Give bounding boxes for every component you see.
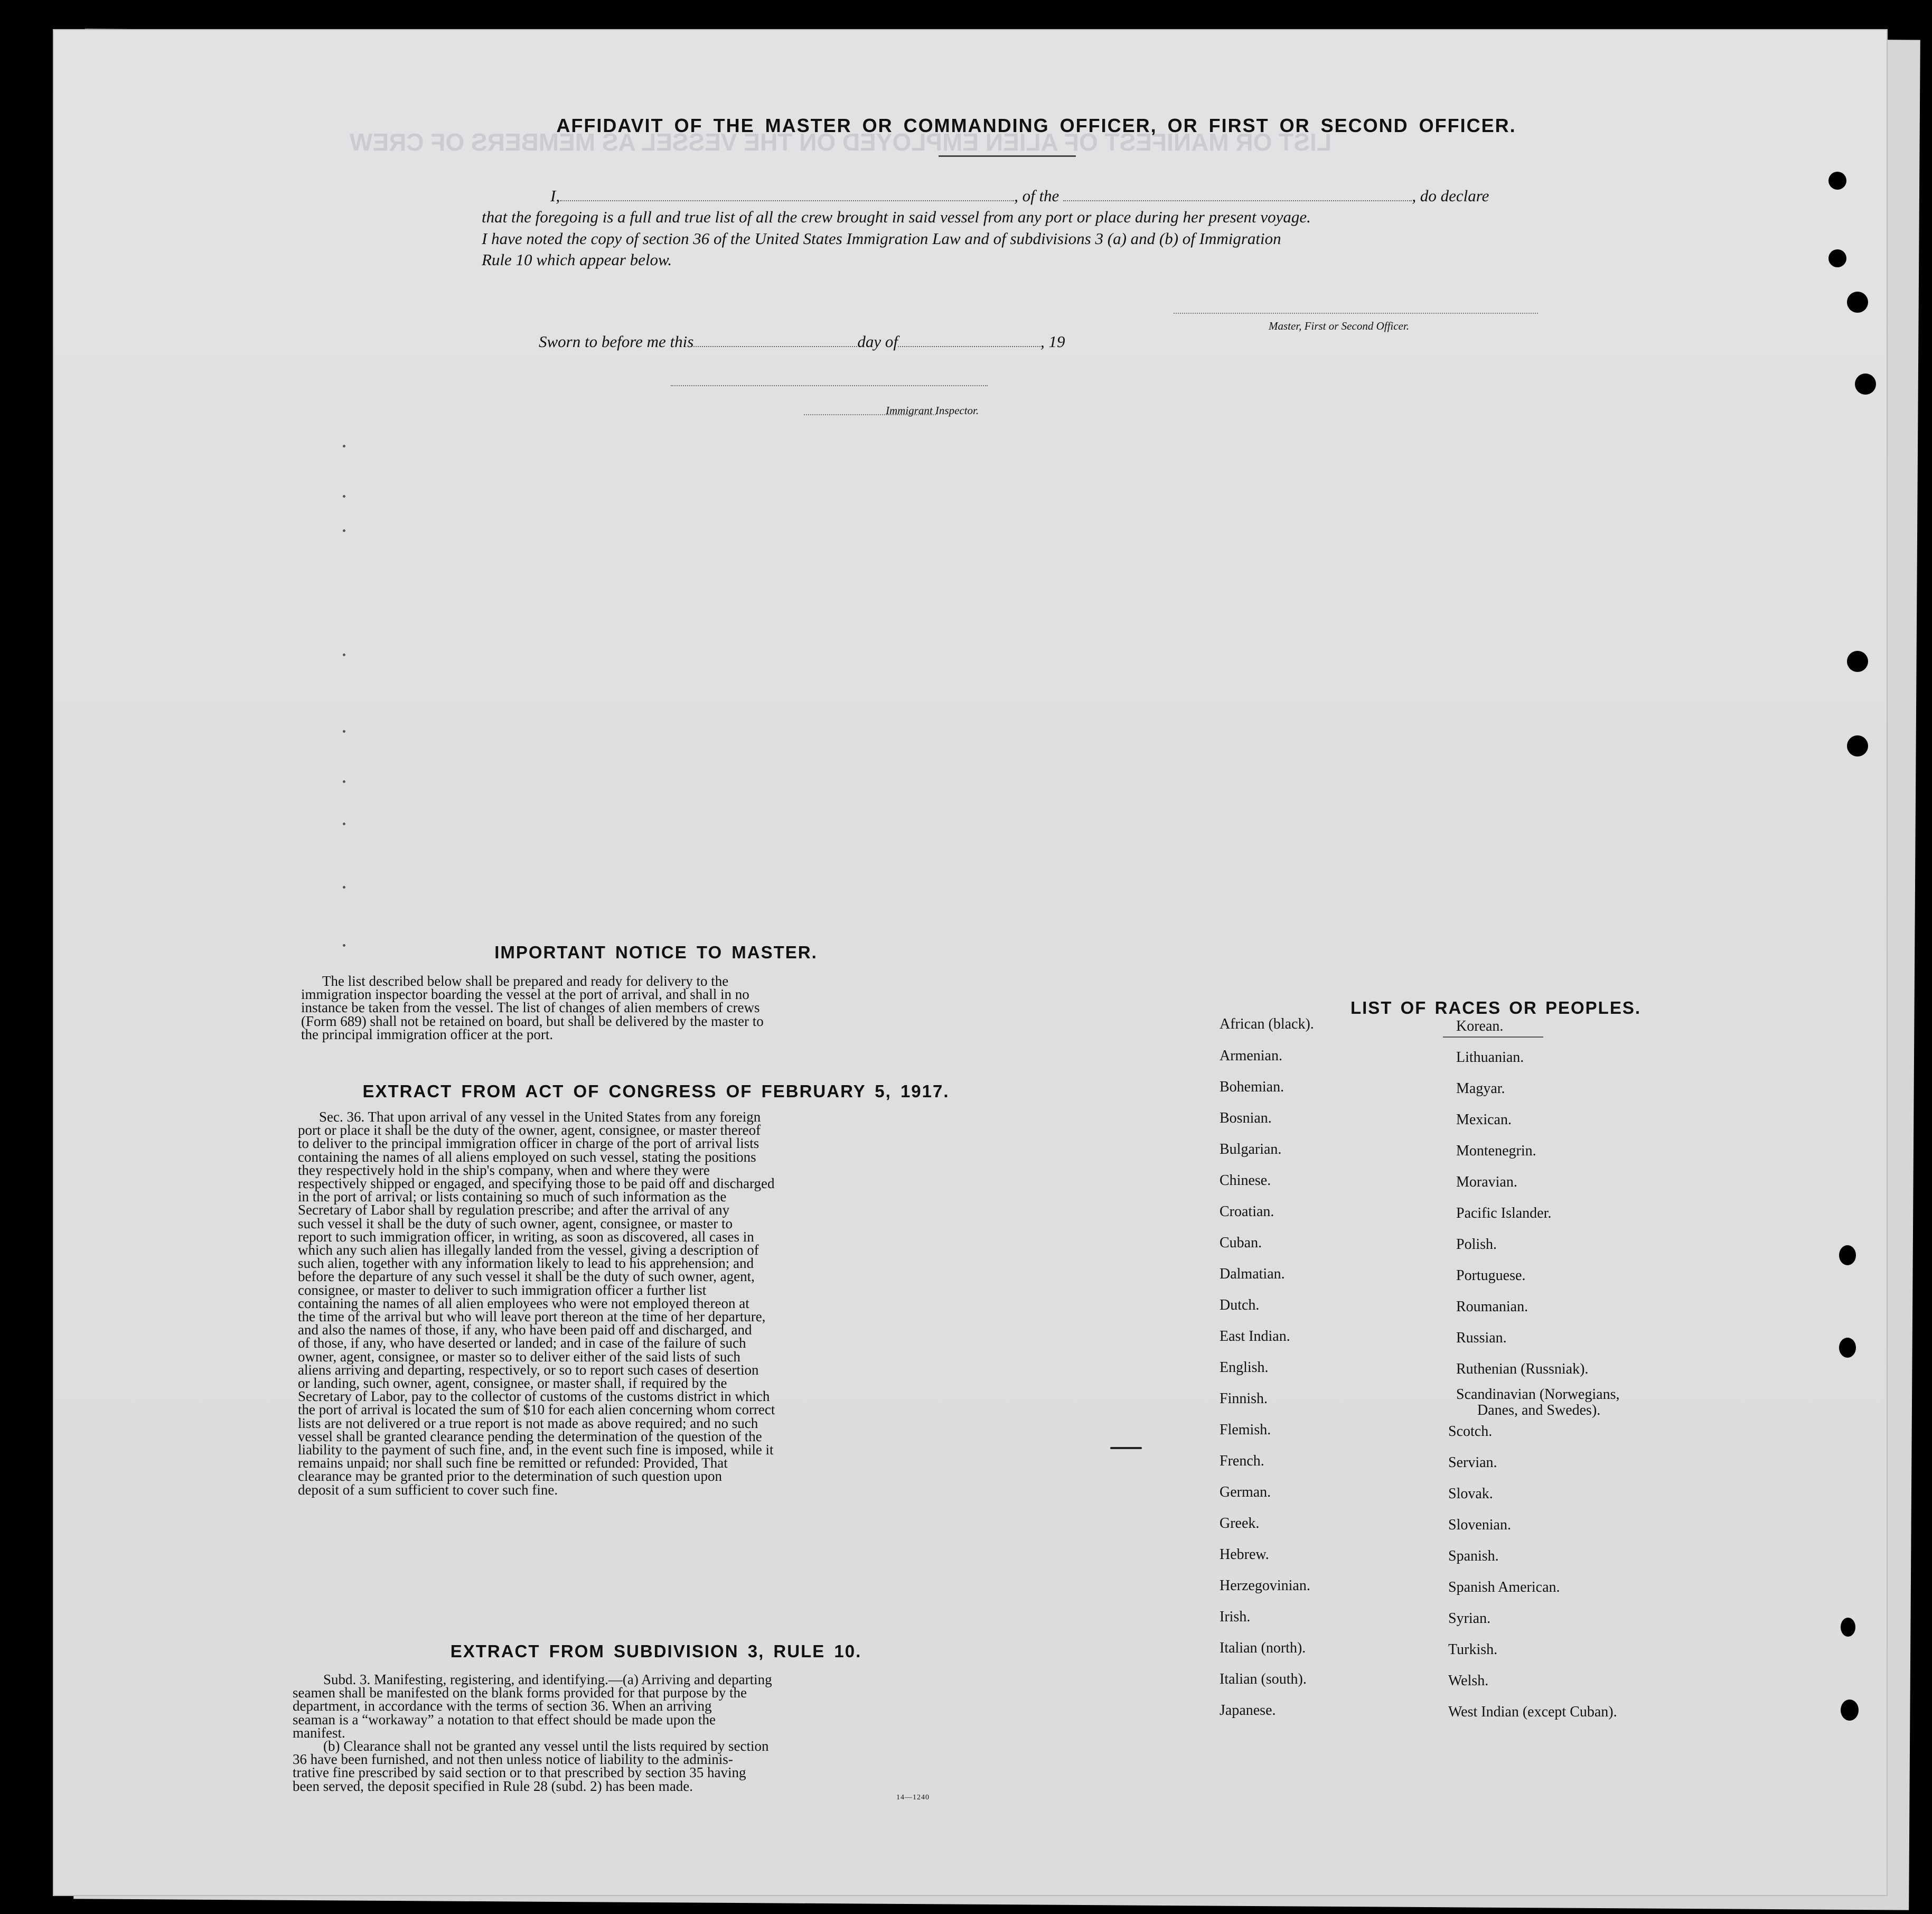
race-left-item: Italian (south). bbox=[1220, 1671, 1307, 1687]
act-line: the time of the arrival but who will leave port thereon at the time of her departure, bbox=[298, 1309, 766, 1325]
race-right-item: Spanish American. bbox=[1448, 1579, 1560, 1595]
race-left-item: Bohemian. bbox=[1220, 1079, 1284, 1095]
binder-hole bbox=[1828, 249, 1846, 267]
race-right-item: Spanish. bbox=[1448, 1548, 1499, 1564]
notice-line: instance be taken from the vessel. The list of changes of alien members of crews bbox=[301, 1000, 760, 1016]
binder-hole bbox=[1855, 374, 1876, 395]
race-left-item: Irish. bbox=[1220, 1609, 1251, 1625]
act-line: before the departure of any such vessel it shall be the duty of such owner, agent, bbox=[298, 1268, 755, 1285]
binder-hole bbox=[1847, 735, 1868, 757]
document-page bbox=[53, 29, 1888, 1896]
day-of-label: day of bbox=[857, 332, 898, 351]
race-right-item: Scotch. bbox=[1448, 1423, 1493, 1440]
name-blank bbox=[560, 200, 1014, 201]
race-left-item: Finnish. bbox=[1220, 1390, 1268, 1407]
bleed-through-header: LIST OR MANIFEST OF ALIEN EMPLOYED ON THE VESSEL AS MEMBERS OF CREW bbox=[350, 128, 1331, 156]
races-title: LIST OF RACES OR PEOPLES. bbox=[1350, 998, 1642, 1017]
affidavit-line-1 bbox=[550, 186, 1489, 206]
race-right-item: Pacific Islander. bbox=[1456, 1205, 1552, 1221]
rule-line: department, in accordance with the terms of section 36. When an arriving bbox=[293, 1698, 712, 1714]
master-signature-line bbox=[1174, 313, 1538, 314]
race-right-item: Slovenian. bbox=[1448, 1517, 1511, 1533]
race-right-item: Scandinavian (Norwegians, bbox=[1456, 1386, 1620, 1403]
act-line: in the port of arrival; or lists containing so much of such information as the bbox=[298, 1189, 727, 1205]
act-line: to deliver to the principal immigration officer in charge of the port of arrival lists bbox=[298, 1135, 759, 1152]
act-line: report to such immigration officer, in writing, as soon as discovered, all cases in bbox=[298, 1228, 754, 1245]
race-right-item: Mexican. bbox=[1456, 1112, 1512, 1128]
sworn-day-blank bbox=[693, 346, 857, 347]
act-line: vessel shall be granted clearance pending the determination of the question of the bbox=[298, 1428, 762, 1444]
affidavit-of-the-label: , of the bbox=[1014, 186, 1059, 205]
binder-hole bbox=[1839, 1338, 1856, 1358]
rule-line: (b) Clearance shall not be granted any vessel until the lists required by section bbox=[323, 1738, 769, 1754]
act-line: which any such alien has illegally landed from the vessel, giving a description of bbox=[298, 1242, 759, 1258]
act-line: they respectively hold in the ship's company, when and where they were bbox=[298, 1162, 710, 1178]
races-title-rule bbox=[1443, 1037, 1543, 1038]
affidavit-line-4: Rule 10 which appear below. bbox=[482, 250, 672, 269]
act-line: deposit of a sum sufficient to cover such fine. bbox=[298, 1481, 558, 1498]
race-right-item: Magyar. bbox=[1456, 1080, 1505, 1097]
act-line: respectively shipped or engaged, and specifying those to be paid off and discharged bbox=[298, 1175, 775, 1192]
ink-mark bbox=[1110, 1447, 1142, 1449]
race-right-item: Korean. bbox=[1456, 1018, 1504, 1034]
race-right-item: Portuguese. bbox=[1456, 1267, 1526, 1284]
act-line: or landing, such owner, agent, consignee, or master shall, if required by the bbox=[298, 1375, 727, 1392]
affidavit-i-label: I, bbox=[550, 186, 560, 205]
act-extract-paragraph bbox=[298, 1110, 975, 1497]
vessel-blank bbox=[1063, 200, 1412, 201]
race-left-item: Dutch. bbox=[1220, 1297, 1260, 1313]
notice-line: the principal immigration officer at the port. bbox=[301, 1026, 554, 1042]
race-left-item: Armenian. bbox=[1220, 1048, 1282, 1064]
inspector-label: Immigrant Inspector. bbox=[886, 404, 979, 417]
race-right-item: Slovak. bbox=[1448, 1486, 1493, 1502]
sworn-month-blank bbox=[898, 346, 1040, 347]
race-left-item: African (black). bbox=[1220, 1016, 1314, 1032]
rule-line: seamen shall be manifested on the blank forms provided for that purpose by the bbox=[293, 1685, 747, 1701]
act-line: Secretary of Labor shall by regulation prescribe; and after the arrival of any bbox=[298, 1202, 730, 1218]
column-marker bbox=[343, 653, 345, 656]
race-right-item: Russian. bbox=[1456, 1330, 1507, 1346]
column-marker bbox=[343, 886, 345, 889]
act-line: containing the names of all aliens employed on such vessel, stating the positions bbox=[298, 1149, 756, 1165]
race-left-item: Flemish. bbox=[1220, 1422, 1271, 1438]
act-line: liability to the payment of such fine, and, in the event such fine is imposed, while it bbox=[298, 1442, 774, 1458]
race-right-item: Montenegrin. bbox=[1456, 1143, 1536, 1159]
act-line: owner, agent, consignee, or master so to deliver either of the said lists of such bbox=[298, 1348, 740, 1365]
act-line: remains unpaid; nor shall such fine be remitted or refunded: Provided, That bbox=[298, 1455, 728, 1471]
inspector-signature-line bbox=[671, 385, 988, 386]
act-line: aliens arriving and departing, respectively, or so to report such cases of desertion bbox=[298, 1361, 759, 1378]
race-left-item: Japanese. bbox=[1220, 1702, 1276, 1719]
race-left-item: Bosnian. bbox=[1220, 1110, 1272, 1126]
affidavit-line-2: that the foregoing is a full and true list of all the crew brought in said vessel from any port or place during her present voyage. bbox=[482, 208, 1311, 226]
binder-hole bbox=[1847, 292, 1868, 313]
notice-title: IMPORTANT NOTICE TO MASTER. bbox=[494, 942, 818, 962]
race-right-item: Lithuanian. bbox=[1456, 1049, 1524, 1066]
column-marker bbox=[343, 529, 345, 532]
race-right-item: Welsh. bbox=[1448, 1673, 1489, 1689]
affidavit-line-3: I have noted the copy of section 36 of the United States Immigration Law and of subdivisions 3 (a) and (b) of Immigration bbox=[482, 229, 1281, 248]
race-left-item: Herzegovinian. bbox=[1220, 1577, 1310, 1594]
act-line: containing the names of all alien employees who were not employed thereon at bbox=[298, 1295, 749, 1311]
rule-line: trative fine prescribed by said section or to that prescribed by section 35 having bbox=[293, 1764, 746, 1781]
notice-line: (Form 689) shall not be retained on board, but shall be delivered by the master to bbox=[301, 1013, 764, 1029]
race-left-item: German. bbox=[1220, 1484, 1271, 1500]
act-line: such alien, together with any information likely to lead to his apprehension; and bbox=[298, 1255, 754, 1272]
race-left-item: Greek. bbox=[1220, 1515, 1260, 1532]
race-left-item: Dalmatian. bbox=[1220, 1266, 1285, 1282]
rule-extract-paragraph bbox=[293, 1673, 970, 1793]
master-signature-label: Master, First or Second Officer. bbox=[1269, 320, 1409, 332]
binder-hole bbox=[1828, 172, 1846, 190]
act-line: port or place it shall be the duty of the owner, agent, consignee, or master thereof bbox=[298, 1122, 761, 1138]
column-marker bbox=[343, 730, 345, 733]
race-left-item: English. bbox=[1220, 1359, 1269, 1376]
act-line: the port of arrival is located the sum of $10 for each alien concerning whom correct bbox=[298, 1402, 775, 1418]
column-marker bbox=[343, 780, 345, 783]
rule-line: manifest. bbox=[293, 1724, 345, 1741]
act-line: such vessel it shall be the duty of such owner, agent, consignee, or master to bbox=[298, 1215, 733, 1231]
race-right-item: Servian. bbox=[1448, 1454, 1497, 1471]
act-line: Sec. 36. That upon arrival of any vessel in the United States from any foreign bbox=[319, 1109, 761, 1125]
affidavit-title-rule bbox=[939, 155, 1076, 157]
year-label: , 19 bbox=[1040, 332, 1065, 351]
rule-line: Subd. 3. Manifesting, registering, and identifying.—(a) Arriving and departing bbox=[323, 1672, 772, 1687]
race-right-item: Syrian. bbox=[1448, 1610, 1491, 1627]
rule-extract-title: EXTRACT FROM SUBDIVISION 3, RULE 10. bbox=[450, 1641, 862, 1661]
act-line: and also the names of those, if any, who have been paid off and discharged, and bbox=[298, 1322, 752, 1338]
race-right-item: Turkish. bbox=[1448, 1641, 1498, 1658]
race-left-item: French. bbox=[1220, 1453, 1264, 1469]
race-right-item: Roumanian. bbox=[1456, 1299, 1528, 1315]
binder-hole bbox=[1841, 1700, 1859, 1721]
rule-line: seaman is a “workaway” a notation to that effect should be made upon the bbox=[293, 1711, 716, 1728]
binder-hole bbox=[1841, 1618, 1855, 1637]
race-right-item: Danes, and Swedes). bbox=[1477, 1402, 1601, 1418]
column-marker bbox=[343, 495, 345, 498]
affidavit-do-declare-label: , do declare bbox=[1412, 186, 1489, 205]
race-left-item: Hebrew. bbox=[1220, 1546, 1269, 1563]
race-right-item: West Indian (except Cuban). bbox=[1448, 1704, 1617, 1720]
race-left-item: Italian (north). bbox=[1220, 1640, 1306, 1656]
race-left-item: Chinese. bbox=[1220, 1172, 1271, 1189]
sworn-line bbox=[539, 332, 1065, 351]
race-right-item: Polish. bbox=[1456, 1236, 1497, 1253]
act-line: Secretary of Labor, pay to the collector of customs of the customs district in which bbox=[298, 1388, 770, 1405]
race-right-item: Moravian. bbox=[1456, 1174, 1517, 1190]
act-extract-title: EXTRACT FROM ACT OF CONGRESS OF FEBRUARY 5, 1917. bbox=[362, 1081, 950, 1101]
race-left-item: Croatian. bbox=[1220, 1203, 1274, 1220]
race-left-item: Bulgarian. bbox=[1220, 1141, 1282, 1157]
notice-line: immigration inspector boarding the vessel at the port of arrival, and shall in no bbox=[301, 986, 749, 1003]
binder-hole bbox=[1847, 651, 1868, 672]
column-marker bbox=[343, 944, 345, 947]
binder-hole bbox=[1839, 1245, 1856, 1265]
notice-line: The list described below shall be prepared and ready for delivery to the bbox=[322, 973, 729, 989]
column-marker bbox=[343, 823, 345, 825]
race-right-item: Ruthenian (Russniak). bbox=[1456, 1361, 1589, 1377]
notice-paragraph bbox=[301, 975, 977, 1041]
column-marker bbox=[343, 445, 345, 447]
race-left-item: East Indian. bbox=[1220, 1328, 1290, 1345]
act-line: consignee, or master to deliver to such immigration officer a further list bbox=[298, 1282, 707, 1298]
rule-line: 36 have been furnished, and not then unless notice of liability to the adminis- bbox=[293, 1751, 733, 1768]
form-code: 14—1240 bbox=[896, 1794, 930, 1801]
affidavit-title: AFFIDAVIT OF THE MASTER OR COMMANDING OFFICER, OR FIRST OR SECOND OFFICER. bbox=[556, 115, 1516, 136]
race-left-item: Cuban. bbox=[1220, 1235, 1262, 1251]
act-line: clearance may be granted prior to the determination of such question upon bbox=[298, 1468, 722, 1484]
act-line: of those, if any, who have deserted or landed; and in case of the failure of such bbox=[298, 1335, 746, 1351]
act-line: lists are not delivered or a true report is not made as above required; and no such bbox=[298, 1415, 758, 1431]
sworn-label: Sworn to before me this bbox=[539, 332, 694, 351]
rule-line: been served, the deposit specified in Rule 28 (subd. 2) has been made. bbox=[293, 1778, 693, 1794]
